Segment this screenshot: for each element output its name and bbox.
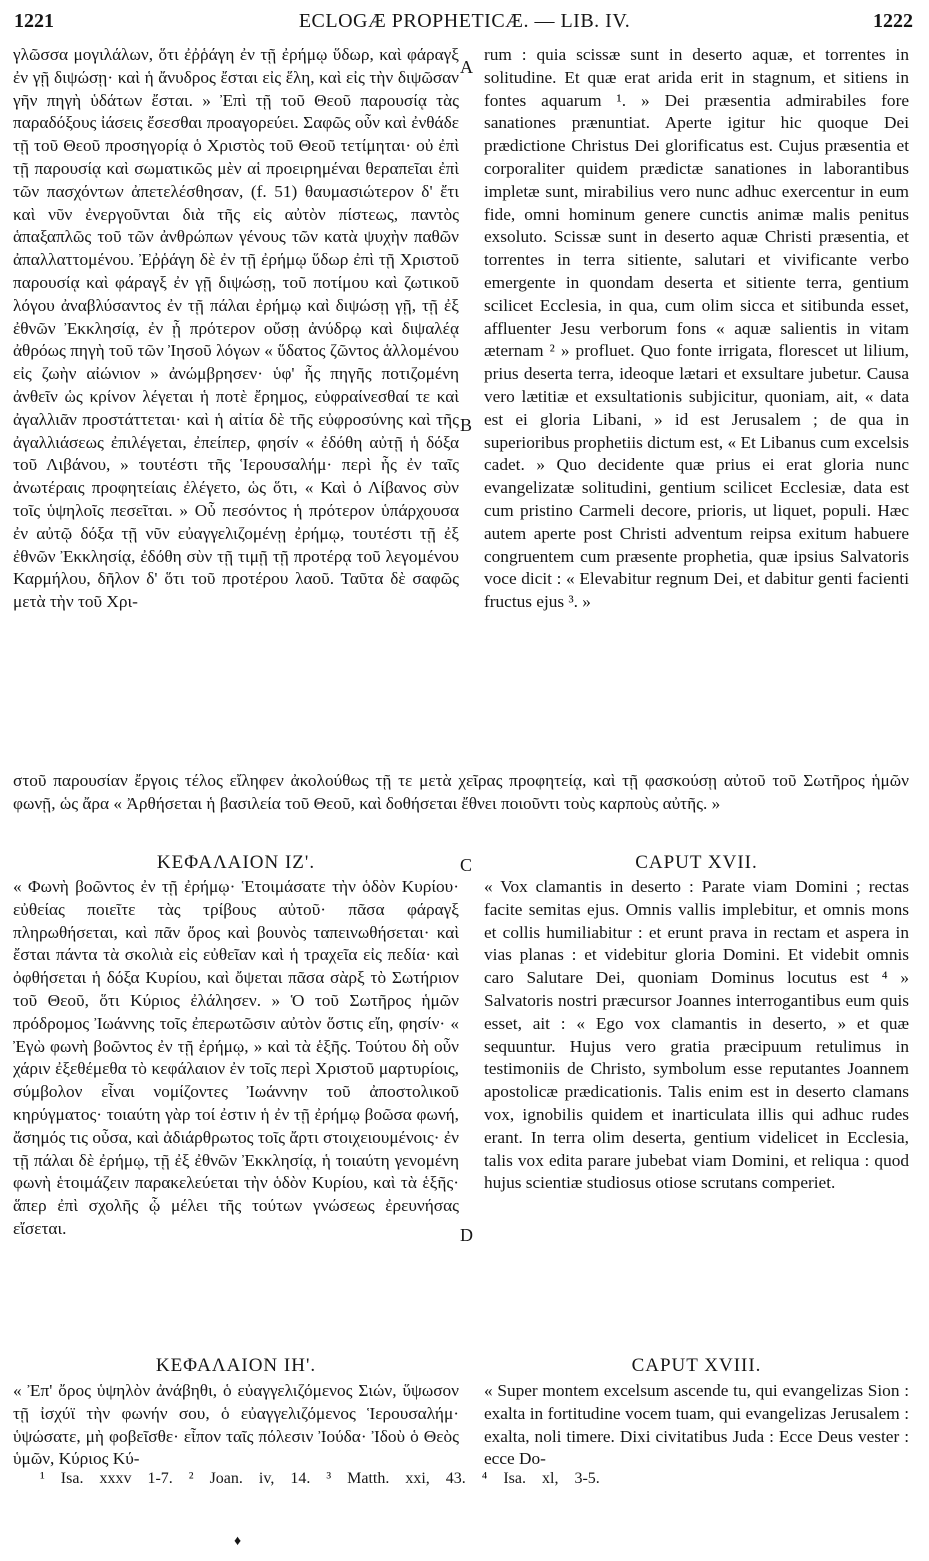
margin-marker-c: C (460, 855, 473, 875)
latin-text-top: rum : quia scissæ sunt in deserto aquæ, et torrentes in solitudine. Et quæ erat arida erit in stagnum, et sitiens in fontes aquarum ¹. » Dei præsentia admirabiles fore sanationes prænuntiat. Aperte igitur hic quoque Dei prædictione Christus Dei glorificatus est. Cujus præsentia et corporaliter quidem prædictæ sanationes in laborantibus impletæ sunt, mirabilius vero nunc adhuc exercentur in eum fide, omni hominum genere cunctis animæ malis penitus exsoluto. Scissæ sunt in deserto aquæ Christi præsentia, et torrentes in terra sitiente, salutari et vivificante verbo emergente in quondam deserta et sitiente terra, gentium scilicet Ecclesia, in qua, cum olim sicca et sitibunda esset, affluenter Jesu verborum fons « aquæ salientis in vitam æternam ² » profluet. Quo fonte irrigata, florescet ut lilium, prius deserta terra, ideoque lætari et exsultare jubetur. Causa vero lætitiæ et exsultationis subjicitur, quoniam, ait, « data est ei gloria Libani, » id est Jerusalem ; de qua in superioribus prophetiis dictum est, « Et Libanus cum excelsis cadet. » Quo decidente quæ prius ei erat gloria nunc evangelizatæ solitudini, gentium scilicet Ecclesiæ, data est cum pristino Carmeli decore, prioris, ut liquet, populi. Hæc autem aperte post Christi adventum reipsa exitum habuere congruentem cum præsente prophetia, quæ ipsius Salvatoris voce dicit : « Elevabitur regnum Dei, et dabitur genti facienti fructus ejus ³. » (484, 45, 909, 612)
chapter-17-greek-text: « Φωνὴ βοῶντος ἐν τῇ ἐρήμῳ· Ἑτοιμάσατε τὴν ὁδὸν Κυρίου· εὐθείας ποιεῖτε τὰς τρίβους αὐτοῦ· πᾶσα φάραγξ πληρωθήσεται, καὶ πᾶν ὄρος καὶ βουνὸς ταπεινωθήσεται· καὶ ἔσται πάντα τὰ σκολιὰ εἰς εὐθεῖαν καὶ ἡ τραχεῖα εἰς πεδία· καὶ ὀφθήσεται ἡ δόξα Κυρίου, καὶ ὄψεται πᾶσα σὰρξ τὸ Σωτήριον τοῦ Θεοῦ, ὅτι Κύριος ἐλάλησεν. » Ὁ τοῦ Σωτῆρος ἡμῶν πρόδρομος Ἰωάννης τοῖς ἐπερωτῶσιν αὐτὸν ὅστις εἴη, φησίν· « Ἐγὼ φωνὴ βοῶντος ἐν τῇ ἐρήμῳ, » καὶ τὰ ἑξῆς. Τούτου δὴ οὖν χάριν ἐξεθέμεθα τὸ κεφάλαιον ἐν τοῖς περὶ Χριστοῦ μαρτυρίοις, σύμβολον εἶναι νομίζοντες Ἰωάννην τοῦ ἀποστολικοῦ κηρύγματος· τοιαύτη γὰρ τοί ἐστιν ἡ ἐν τῇ ἐρήμῳ βοῶσα φωνή, ἄσημός τις οὖσα, καὶ ἀδιάρθρωτος τοῖς ἄρτι στοιχειουμένοις· ἐν τῇ πάλαι δὲ ἐρήμῳ, τῇ ἐξ ἐθνῶν Ἐκκλησίᾳ, ἡ τοιαύτη γενομένη φωνὴ ἑτοιμάζειν παρακελεύεται τὴν ὁδὸν Κυρίου, καὶ τὰ ἑξῆς· ἅπερ ἐπὶ σχολῆς ᾧ μέλει τῆς τούτων γνώσεως ἐρευνήσας εἴσεται. (13, 877, 459, 1238)
greek-column-top (13, 44, 459, 614)
page-number-right: 1222 (873, 10, 913, 32)
latin-column-top (484, 44, 909, 614)
greek-text-full-width: στοῦ παρουσίαν ἔργοις τέλος εἴληφεν ἀκολούθως τῇ τε μετὰ χεῖρας προφητείᾳ, καὶ τῇ φασκούσῃ αὐτοῦ τοῦ Σωτῆρος ἡμῶν φωνῇ, ὡς ἄρα « Ἀρθήσεται ἡ βασιλεία τοῦ Θεοῦ, καὶ δοθήσεται ἔθνει ποιοῦντι τοὺς καρποὺς αὐτῆς. » (13, 771, 909, 813)
chapter-18-latin-heading: CAPUT XVIII. (631, 1355, 762, 1376)
chapter-18-greek-heading: ΚΕΦΑΛΑΙΟΝ ΙΗ'. (155, 1355, 317, 1376)
chapter-18-latin-column (484, 1380, 909, 1471)
chapter-18-greek-text: « Ἐπ' ὄρος ὑψηλὸν ἀνάβηθι, ὁ εὐαγγελιζόμενος Σιών, ὕψωσον τῇ ἰσχύϊ τὴν φωνήν σου, ὁ εὐαγγελιζόμενος Ἱερουσαλήμ· ὑψώσατε, μὴ φοβεῖσθε· εἶπον ταῖς πόλεσιν Ἰούδα· Ἰδοὺ ὁ Θεὸς ὑμῶν, Κύριος Κύ- (13, 1381, 459, 1469)
greek-text-top: γλῶσσα μογιλάλων, ὅτι ἐῤῥάγη ἐν τῇ ἐρήμῳ ὕδωρ, καὶ φάραγξ ἐν γῇ διψώσῃ· καὶ ἡ ἄνυδρος ἔσται εἰς ἕλη, καὶ εἰς τὴν διψῶσαν γῆν πηγὴ ὑδάτων ἔσται. » Ἐπὶ τῇ τοῦ Θεοῦ παρουσίᾳ τὰς παραδόξους ἰάσεις ἔσεσθαι προαγορεύει. Σαφῶς οὖν καὶ ἐνθάδε τῇ τοῦ Θεοῦ προσηγορίᾳ ὁ Χριστὸς τοῦ Θεοῦ τετίμηται· οὐ ἐπὶ τῇ παρουσίᾳ καὶ σωματικῶς μὲν αἱ προειρημέναι θεραπεῖαι ἐπὶ τῶν πασχόντων ἀπετελέσθησαν, (f. 51) θαυμασιώτερον δ' ἔτι καὶ νῦν ἐνεργοῦνται διὰ τῆς εἰς αὐτὸν πίστεως, παντὸς ἁπαξαπλῶς τοῦ τῶν ἀνθρώπων γένους τῶν κατὰ ψυχὴν παθῶν ἀπαλλαττομένου. Ἐῤῥάγη δὲ ἐν τῇ ἐρήμῳ ὕδωρ ἐπὶ τῇ Χριστοῦ παρουσίᾳ καὶ φάραγξ ἐν γῇ διψώσῃ, τοῦ ποτίμου καὶ ζωτικοῦ λόγου ἀναβλύσαντος ἐν τῇ πάλαι ἐρήμῳ καὶ διψώσῃ γῇ, τῇ ἐξ ἐθνῶν Ἐκκλησίᾳ, ἐν ᾗ πρότερον οὔσῃ ἀνύδρῳ καὶ διψαλέᾳ ἀθρόως πηγὴ τοῦ τῶν Ἰησοῦ λόγων « ὕδατος ζῶντος ἁλλομένου εἰς ζωὴν αἰώνιον » ἀνώμβρησεν· ὑφ' ἧς πηγῆς ποτιζομένη ἀνθεῖν ὡς κρίνον λέγεται ἡ ποτὲ ἔρημος, εὐφραίνεσθαί τε καὶ ἀγαλλιᾶν προστάττεται· καὶ ἡ αἰτία δὲ τῆς εὐφροσύνης καὶ τῆς ἀγαλλιάσεως ἐπιλέγεται, ἐπείπερ, φησίν « ἐδόθη αὐτῇ ἡ δόξα τοῦ Λιβάνου, » τουτέστι τῆς Ἱερουσαλήμ· περὶ ἧς ἐν ταῖς ἀνωτέραις προφητείαις ἐλέγετο, ὡς ὅτι, « Καὶ ὁ Λίβανος σὺν τοῖς ὑψηλοῖς πεσεῖται. » Οὗ πεσόντος ἡ πρότερον ὑπάρχουσα ἐν αὐτῷ δόξα τῇ νῦν εὐαγγελιζομένῃ ἐρήμῳ, τουτέστι τῇ ἐξ ἐθνῶν Ἐκκλησίᾳ, ἐδόθη σὺν τῇ τιμῇ τῇ προτέρᾳ τοῦ λεγομένου Καρμήλου, δῆλον δ' ὅτι τοῦ προτέρου λαοῦ. Ταῦτα δὲ σαφῶς μετὰ τὴν τοῦ Χρι- (13, 45, 459, 612)
chapter-18-greek-column (13, 1380, 459, 1471)
chapter-17-latin-column (484, 876, 909, 1195)
chapter-17-greek-column (13, 876, 459, 1241)
margin-marker-b: B (460, 415, 473, 435)
margin-marker-a: A (460, 57, 473, 77)
chapter-17-latin-text: « Vox clamantis in deserto : Parate viam Domini ; rectas facite semitas ejus. Omnis vallis implebitur, et omnis mons et collis humiliabitur : et erunt prava in rectam et aspera in vias planas : et videbitur gloria Domini. Et videbit omnis caro Salutare Dei, quoniam Dominus locutus est ⁴ » Salvatoris nostri præcursor Joannes interrogantibus eum quis esset, ait : « Ego vox clamantis in deserto, » et quæ sequuntur. Hujus vero gratia præcipuum retulimus in testimoniis de Christo, symbolum esse reputantes Joannem apostolicæ prædicationis. Talis enim est in deserto clamans vox, ignobilis quidem et inarticulata illis qui adhuc rudes erant. In terra olim deserta, gentium videlicet in Ecclesia, talis vox edita parare jubebat viam Domini, et reliqua : quod hujus scientiæ studiosus otiose scrutans comperiet. (484, 877, 909, 1193)
chapter-17-greek-heading: ΚΕΦΑΛΑΙΟΝ ΙΖ'. (156, 852, 316, 873)
footnotes: ¹ Isa. xxxv 1-7. ² Joan. iv, 14. ³ Matth. xxi, 43. ⁴ Isa. xl, 3-5. (40, 1470, 600, 1487)
page-number-left: 1221 (14, 10, 54, 32)
chapter-17-latin-heading: CAPUT XVII. (635, 852, 758, 873)
margin-marker-d: D (460, 1225, 473, 1245)
chapter-18-latin-text: « Super montem excelsum ascende tu, qui evangelizas Sion : exalta in fortitudine vocem tuam, qui evangelizas Jerusalem : exalta, noli timere. Dixi civitatibus Juda : Ecce Deus vester : ecce Do- (484, 1381, 909, 1469)
bottom-ink-mark: ♦ (234, 1534, 242, 1549)
running-title: ECLOGÆ PROPHETICÆ. — LIB. IV. (298, 10, 631, 32)
